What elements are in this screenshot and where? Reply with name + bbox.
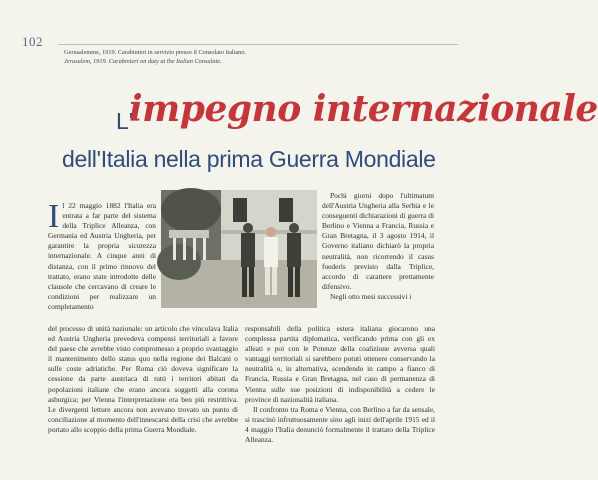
article-column-bottom-right bbox=[245, 324, 435, 445]
article-column-bottom-left bbox=[48, 324, 238, 435]
page-number: 102 bbox=[22, 34, 43, 49]
article-text-left-top: l 22 maggio 1882 l'Italia era entrata a far parte del sistema della Triplice Alleanza, con Germania ed Austria Ungheria, per garantire la propria sicurezza internazionale. A cinque anni di distanza, con il primo rinnovo del trattato, erano state introdotte delle clausole che cercavano di creare le condizioni per realizzare un completamento bbox=[48, 201, 156, 311]
article-paragraph: Il confronto tra Roma e Vienna, con Berlino a far da sensale, si trascinò infruttuosamente sino agli inizi dell'aprile 1915 ed il 4 maggio l'Italia denunciò formalmente il trattato della Triplice Alleanza. bbox=[245, 404, 435, 445]
article-paragraph: Negli otto mesi successivi i bbox=[330, 291, 412, 301]
drop-cap: I bbox=[48, 198, 60, 235]
article-title bbox=[112, 72, 598, 142]
article-column-left-top bbox=[48, 198, 156, 312]
caption-english: Jerusalem, 1919. Carabinieri on duty at the Italian Consulate. bbox=[64, 57, 222, 65]
article-paragraph: del processo di unità nazionale: un articolo che vincolava Italia ed Austria Ungheria prevedeva compensi territoriali a favore del paese che avrebbe visto compromesso a proprio svantaggio il mantenimento dello status quo nella regione dei Balcani o sulle coste adriatiche. Per Roma ciò doveva significare la cessione da parte austriaca di tutti i territori abitati da popolazioni italiane che erano ancora soggetti alla corona asburgica; per Vienna l'interpretazione era ben più restrittiva. Le divergenti letture ancora non avevano trovato un punto di conciliazione al momento dell'innescarsi della crisi che avrebbe portato allo scoppio della prima Guerra Mondiale. bbox=[48, 324, 238, 434]
title-prefix: L' bbox=[116, 108, 134, 134]
article-subtitle: dell'Italia nella prima Guerra Mondiale bbox=[62, 146, 436, 172]
article-column-right-top bbox=[322, 191, 434, 302]
title-cursive: impegno internazionale bbox=[129, 88, 598, 130]
article-paragraph: responsabili della politica estera italiana giocarono una complessa partita diplomatica, verificando prima con gli ex alleati e poi con le Potenze della coalizione avversa quali vantaggi territoriali si sarebbero potuti ottenere conservando la neutralità o, in alternativa, scendendo in campo a fianco di Francia, Russia e Gran Bretagna, nel caso di permanenza di Vienna sulle sue posizioni di indisponibilità a cedere le province di nazionalità italiana. bbox=[245, 324, 435, 404]
article-paragraph: Pochi giorni dopo l'ultimatum dell'Austria Ungheria alla Serbia e le conseguenti dichiarazioni di guerra di Berlino e Vienna a Francia, Russia e Gran Bretagna, il 3 agosto 1914, il Governo italiano dichiarò la propria neutralità, non ricorrendo il casus foederis previsto dalla Triplice, accordo di carattere prettamente difensivo. bbox=[322, 191, 434, 291]
carabinieri-photo-illustration bbox=[161, 190, 317, 308]
caption-italian: Gerusalemme, 1919. Carabinieri in servizio presso il Consolato italiano. bbox=[64, 49, 247, 56]
photo-caption bbox=[64, 49, 454, 66]
header-divider bbox=[58, 44, 458, 45]
historical-photo bbox=[161, 190, 317, 308]
